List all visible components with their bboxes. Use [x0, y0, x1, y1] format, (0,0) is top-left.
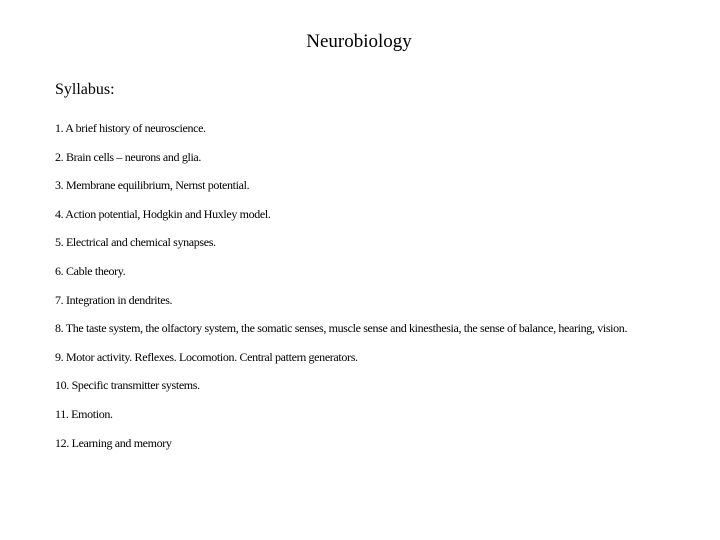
list-item: 7. Integration in dendrites.: [55, 292, 173, 307]
list-item: 1. A brief history of neuroscience.: [55, 121, 206, 135]
list-item: 4. Action potential, Hodgkin and Huxley model.: [55, 206, 271, 221]
list-item: 2. Brain cells – neurons and glia.: [55, 149, 202, 164]
list-item: 9. Motor activity. Reflexes. Locomotion. Central pattern generators.: [55, 349, 358, 364]
list-item: 6. Cable theory.: [55, 263, 126, 278]
page-title: Neurobiology: [306, 31, 412, 52]
list-item: 8. The taste system, the olfactory system, the somatic senses, muscle sense and kinesthesia, the sense of balance, hearing, vision.: [55, 321, 628, 336]
list-item: 3. Membrane equilibrium, Nernst potential.: [55, 178, 250, 193]
list-item: 11. Emotion.: [55, 406, 113, 421]
list-item: 12. Learning and memory: [55, 435, 172, 450]
list-item: 10. Specific transmitter systems.: [55, 378, 200, 393]
syllabus-list: [55, 121, 655, 464]
list-item: 5. Electrical and chemical synapses.: [55, 235, 216, 250]
syllabus-heading: Syllabus:: [55, 81, 115, 98]
